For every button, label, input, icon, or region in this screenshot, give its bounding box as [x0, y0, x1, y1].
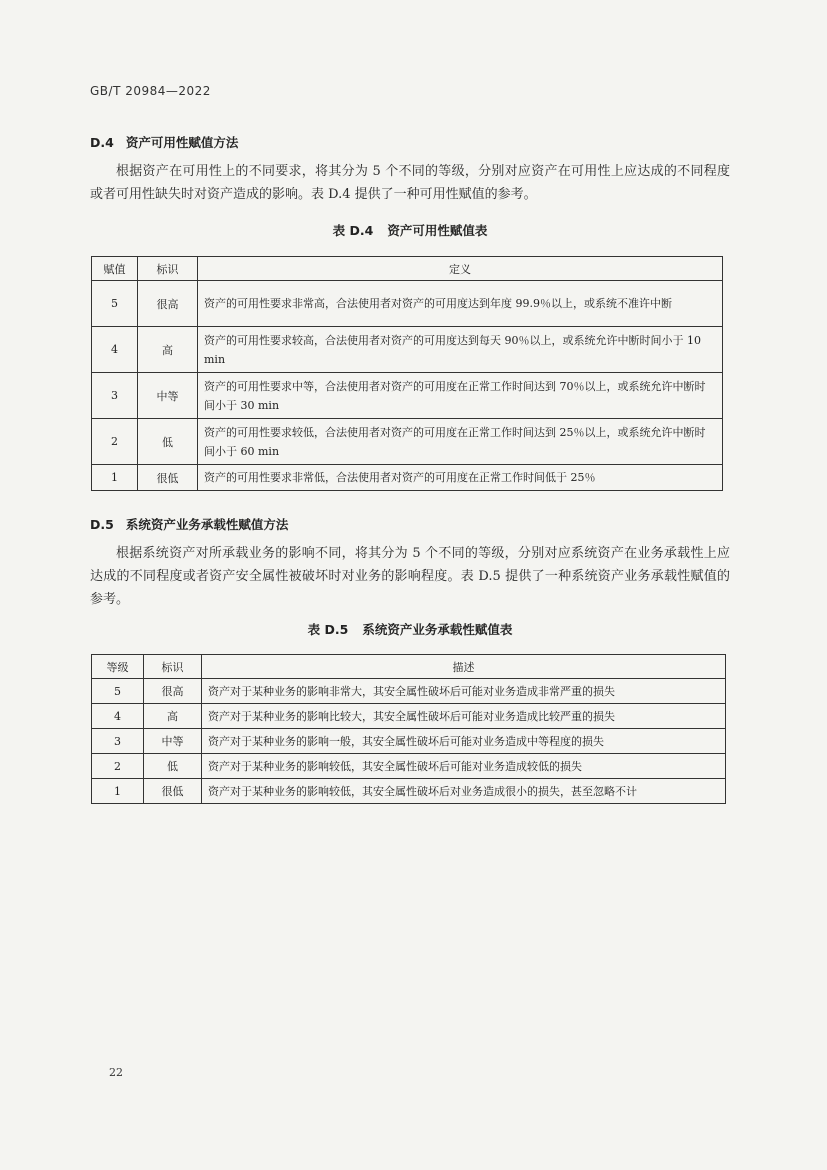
table-row [92, 419, 723, 465]
cell-level: 5 [92, 679, 144, 704]
table-title: 系统资产业务承载性赋值表 [362, 622, 513, 637]
cell-label: 很低 [138, 465, 198, 491]
header-label: 标识 [144, 655, 202, 679]
table-row [92, 704, 726, 729]
cell-level: 2 [92, 754, 144, 779]
table-caption-d5 [90, 620, 730, 638]
availability-value-table [91, 256, 723, 491]
page-number: 22 [109, 1066, 123, 1079]
cell-value: 4 [92, 327, 138, 373]
section-number: D.4 [90, 135, 114, 150]
cell-value: 2 [92, 419, 138, 465]
table-row [92, 373, 723, 419]
header-value: 赋值 [92, 257, 138, 281]
cell-label: 中等 [138, 373, 198, 419]
cell-definition: 资产的可用性要求较低，合法使用者对资产的可用度在正常工作时间达到 25％以上，或系统允许中断时间小于 60 min [198, 419, 723, 465]
header-level: 等级 [92, 655, 144, 679]
cell-definition: 资产的可用性要求中等，合法使用者对资产的可用度在正常工作时间达到 70％以上，或系统允许中断时间小于 30 min [198, 373, 723, 419]
cell-label: 很高 [144, 679, 202, 704]
table-row [92, 465, 723, 491]
table-row [92, 281, 723, 327]
cell-label: 高 [138, 327, 198, 373]
header-description: 描述 [202, 655, 726, 679]
table-row [92, 779, 726, 804]
cell-description: 资产对于某种业务的影响一般，其安全属性破坏后可能对业务造成中等程度的损失 [202, 729, 726, 754]
cell-label: 中等 [144, 729, 202, 754]
cell-description: 资产对于某种业务的影响比较大，其安全属性破坏后可能对业务造成比较严重的损失 [202, 704, 726, 729]
section-d4-paragraph: 根据资产在可用性上的不同要求，将其分为 5 个不同的等级，分别对应资产在可用性上应达成的不同程度或者可用性缺失时对资产造成的影响。表 D.4 提供了一种可用性赋值的参考。 [90, 164, 730, 202]
table-row [92, 679, 726, 704]
cell-label: 低 [144, 754, 202, 779]
section-number: D.5 [90, 517, 114, 532]
cell-description: 资产对于某种业务的影响较低，其安全属性破坏后对业务造成很小的损失，甚至忽略不计 [202, 779, 726, 804]
table-title: 资产可用性赋值表 [387, 223, 488, 238]
cell-level: 1 [92, 779, 144, 804]
cell-definition: 资产的可用性要求非常高，合法使用者对资产的可用度达到年度 99.9％以上，或系统不准许中断 [198, 281, 723, 327]
cell-label: 很高 [138, 281, 198, 327]
cell-description: 资产对于某种业务的影响非常大，其安全属性破坏后可能对业务造成非常严重的损失 [202, 679, 726, 704]
section-title: 资产可用性赋值方法 [125, 135, 239, 150]
header-definition: 定义 [198, 257, 723, 281]
cell-value: 1 [92, 465, 138, 491]
table-number: 表 D.4 [332, 223, 374, 238]
table-row [92, 327, 723, 373]
standard-number: GB/T 20984—2022 [90, 84, 211, 98]
header-label: 标识 [138, 257, 198, 281]
cell-value: 3 [92, 373, 138, 419]
cell-label: 很低 [144, 779, 202, 804]
section-title: 系统资产业务承载性赋值方法 [125, 517, 289, 532]
section-d5-paragraph: 根据系统资产对所承载业务的影响不同，将其分为 5 个不同的等级，分别对应系统资产在业务承载性上应达成的不同程度或者资产安全属性被破坏时对业务的影响程度。表 D.5 提供了一种系统资产业务承载性赋值的参考。 [90, 546, 730, 607]
section-heading-d5 [90, 515, 288, 533]
cell-description: 资产对于某种业务的影响较低，其安全属性破坏后可能对业务造成较低的损失 [202, 754, 726, 779]
section-heading-d4 [90, 133, 238, 151]
table-header-row [92, 655, 726, 679]
table-header-row [92, 257, 723, 281]
cell-label: 低 [138, 419, 198, 465]
cell-label: 高 [144, 704, 202, 729]
cell-level: 3 [92, 729, 144, 754]
cell-value: 5 [92, 281, 138, 327]
table-row [92, 754, 726, 779]
table-number: 表 D.5 [307, 622, 349, 637]
cell-definition: 资产的可用性要求较高，合法使用者对资产的可用度达到每天 90％以上，或系统允许中断时间小于 10 min [198, 327, 723, 373]
cell-level: 4 [92, 704, 144, 729]
cell-definition: 资产的可用性要求非常低，合法使用者对资产的可用度在正常工作时间低于 25％ [198, 465, 723, 491]
table-caption-d4 [90, 221, 730, 239]
table-row [92, 729, 726, 754]
business-carrying-value-table [91, 654, 726, 804]
